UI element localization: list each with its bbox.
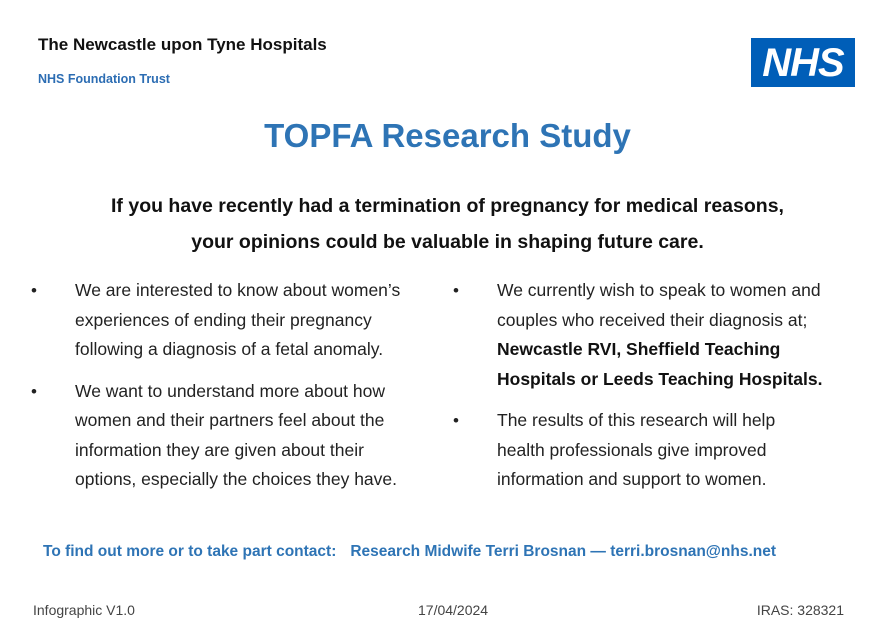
footer-date: 17/04/2024 <box>418 602 489 618</box>
list-item <box>447 276 827 394</box>
hospital-names: Newcastle RVI, Sheffield Teaching Hospitals or Leeds Teaching Hospitals. <box>497 339 823 389</box>
contact-detail[interactable]: Research Midwife Terri Brosnan — terri.brosnan@nhs.net <box>350 543 777 560</box>
list-item-text: We want to understand more about how women and their partners feel about the information they are given about their options, especially the choices they have. <box>75 380 397 489</box>
bullet-icon: • <box>453 281 459 300</box>
intro-heading-line-2: your opinions could be valuable in shaping future care. <box>191 231 704 253</box>
footer-iras: IRAS: 328321 <box>756 602 844 618</box>
list-item-text: The results of this research will help health professionals give improved information and support to women. <box>497 410 776 489</box>
list-item-text: We are interested to know about women’s experiences of ending their pregnancy following a diagnosis of a fetal anomaly. <box>75 280 401 359</box>
intro-heading-line-1: If you have recently had a termination of pregnancy for medical reasons, <box>111 195 784 217</box>
list-item-text: We currently wish to speak to women and couples who received their diagnosis at; <box>497 280 821 330</box>
list-item <box>447 406 827 495</box>
left-bullet-list <box>25 276 405 507</box>
contact-line <box>43 543 776 561</box>
organization-name: The Newcastle upon Tyne Hospitals <box>38 35 327 54</box>
contact-label: To find out more or to take part contact: <box>43 543 337 560</box>
footer-version: Infographic V1.0 <box>33 602 135 618</box>
bullet-icon: • <box>453 411 459 430</box>
nhs-logo <box>751 38 855 87</box>
nhs-logo-text: NHS <box>762 40 844 85</box>
list-item <box>25 377 405 495</box>
organization-subtitle: NHS Foundation Trust <box>38 72 170 86</box>
intro-heading <box>40 188 855 260</box>
bullet-icon: • <box>31 381 37 401</box>
bullet-icon: • <box>31 281 37 300</box>
page-title: TOPFA Research Study <box>264 117 631 154</box>
list-item <box>25 276 405 365</box>
right-bullet-list <box>447 276 827 507</box>
